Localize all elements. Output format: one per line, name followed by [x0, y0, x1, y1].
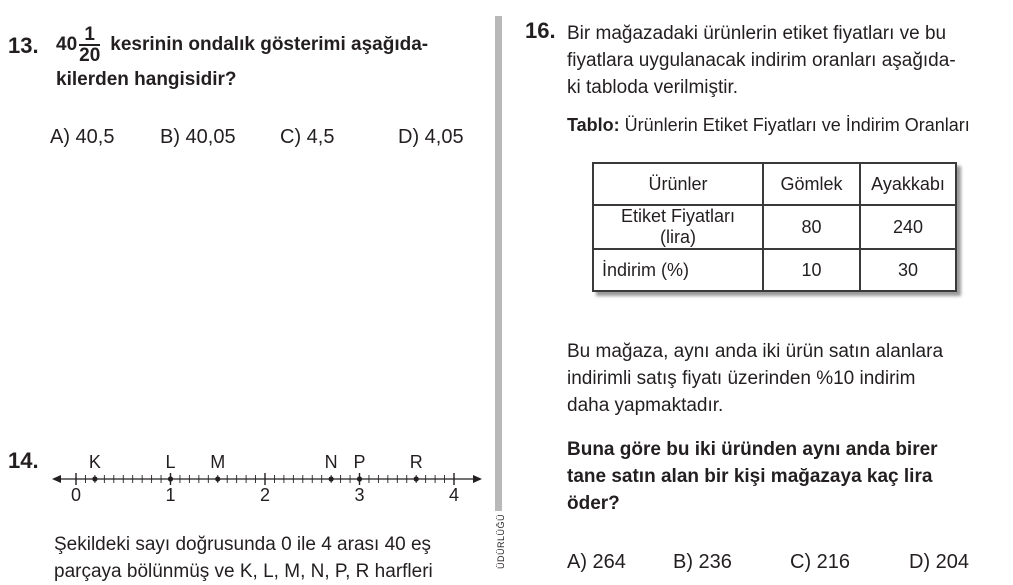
question-16-intro-line1: Bir mağazadaki ürünlerin etiket fiyatları ve bu — [567, 23, 947, 44]
question-16-prompt-line2: tane satın alan bir kişi mağazaya kaç lira — [567, 466, 933, 487]
question-16-body-line1: Bu mağaza, aynı anda iki ürün satın alanlara — [567, 341, 944, 362]
point-label-m: M — [210, 452, 226, 472]
question-14-number: 14. — [8, 448, 39, 473]
question-16-body-line3: daha yapmaktadır. — [567, 395, 724, 416]
table-row-label: İndirim (%) — [593, 249, 763, 291]
fraction-numerator: 1 — [79, 25, 100, 46]
fraction-denominator: 20 — [79, 45, 101, 66]
q13-option-d[interactable]: D) 4,05 — [398, 126, 464, 148]
question-13-stem — [56, 25, 428, 65]
table-row — [593, 205, 956, 249]
table-cell: 240 — [860, 205, 956, 249]
q13-option-a[interactable]: A) 40,5 — [50, 126, 115, 148]
question-14-text-line2: parçaya bölünmüş ve K, L, M, N, P, R harfleri — [54, 561, 433, 582]
point-n — [329, 476, 334, 481]
axis-tick-label: 2 — [259, 485, 271, 505]
point-k — [92, 476, 97, 481]
side-footer-text: ÜDÜRLÜĞÜ — [496, 514, 506, 570]
fraction — [79, 25, 100, 65]
point-label-p: P — [353, 452, 366, 472]
price-table — [592, 162, 957, 292]
table-cell: 80 — [763, 205, 860, 249]
question-16-body-line2: indirimli satış fiyatı üzerinden %10 indirim — [567, 368, 916, 389]
mixed-number-whole: 40 — [56, 34, 78, 55]
axis-tick-label: 3 — [354, 485, 365, 505]
table-caption-text: Ürünlerin Etiket Fiyatları ve İndirim Oranları — [624, 115, 970, 135]
table-row-label: Etiket Fiyatları (lira) — [593, 205, 763, 249]
q13-option-b[interactable]: B) 40,05 — [160, 126, 236, 148]
question-13-text-line1: kesrinin ondalık gösterimi aşağıda- — [110, 34, 429, 55]
column-divider — [495, 16, 502, 511]
question-13-text-line2: kilerden hangisidir? — [56, 69, 237, 90]
question-16-number: 16. — [525, 18, 556, 43]
axis-tick-label: 4 — [448, 485, 460, 505]
table-caption — [567, 115, 970, 136]
table-header-cell: Gömlek — [763, 163, 860, 205]
table-header-row — [593, 163, 956, 205]
q16-option-d[interactable]: D) 204 — [909, 551, 970, 573]
number-line — [50, 450, 490, 510]
question-13-number: 13. — [8, 33, 39, 58]
table-cell: 10 — [763, 249, 860, 291]
point-p — [357, 476, 362, 481]
table-header-cell: Ürünler — [593, 163, 763, 205]
q13-option-c[interactable]: C) 4,5 — [280, 126, 335, 148]
question-16-intro-line2: fiyatlara uygulanacak indirim oranları aşağıda- — [567, 50, 956, 71]
q16-option-a[interactable]: A) 264 — [567, 551, 626, 573]
axis-tick-label: 0 — [70, 485, 82, 505]
point-label-l: L — [165, 452, 176, 472]
axis-tick-label: 1 — [165, 485, 176, 505]
point-label-n: N — [324, 452, 338, 472]
question-16-prompt-line1: Buna göre bu iki üründen aynı anda birer — [567, 439, 938, 460]
point-l — [168, 476, 173, 481]
table-header-cell: Ayakkabı — [860, 163, 956, 205]
q16-option-b[interactable]: B) 236 — [673, 551, 732, 573]
table-cell: 30 — [860, 249, 956, 291]
point-label-k: K — [88, 452, 101, 472]
question-14-text-line1: Şekildeki sayı doğrusunda 0 ile 4 arası 40 eş — [54, 534, 432, 555]
point-r — [414, 476, 419, 481]
question-16-prompt-line3: öder? — [567, 493, 620, 514]
question-16-intro-line3: ki tabloda verilmiştir. — [567, 77, 739, 98]
q16-option-c[interactable]: C) 216 — [790, 551, 851, 573]
point-m — [215, 476, 220, 481]
point-label-r: R — [409, 452, 423, 472]
table-caption-label: Tablo: — [567, 115, 620, 135]
right-arrow-icon — [473, 475, 482, 483]
left-arrow-icon — [52, 475, 61, 483]
table-row — [593, 249, 956, 291]
